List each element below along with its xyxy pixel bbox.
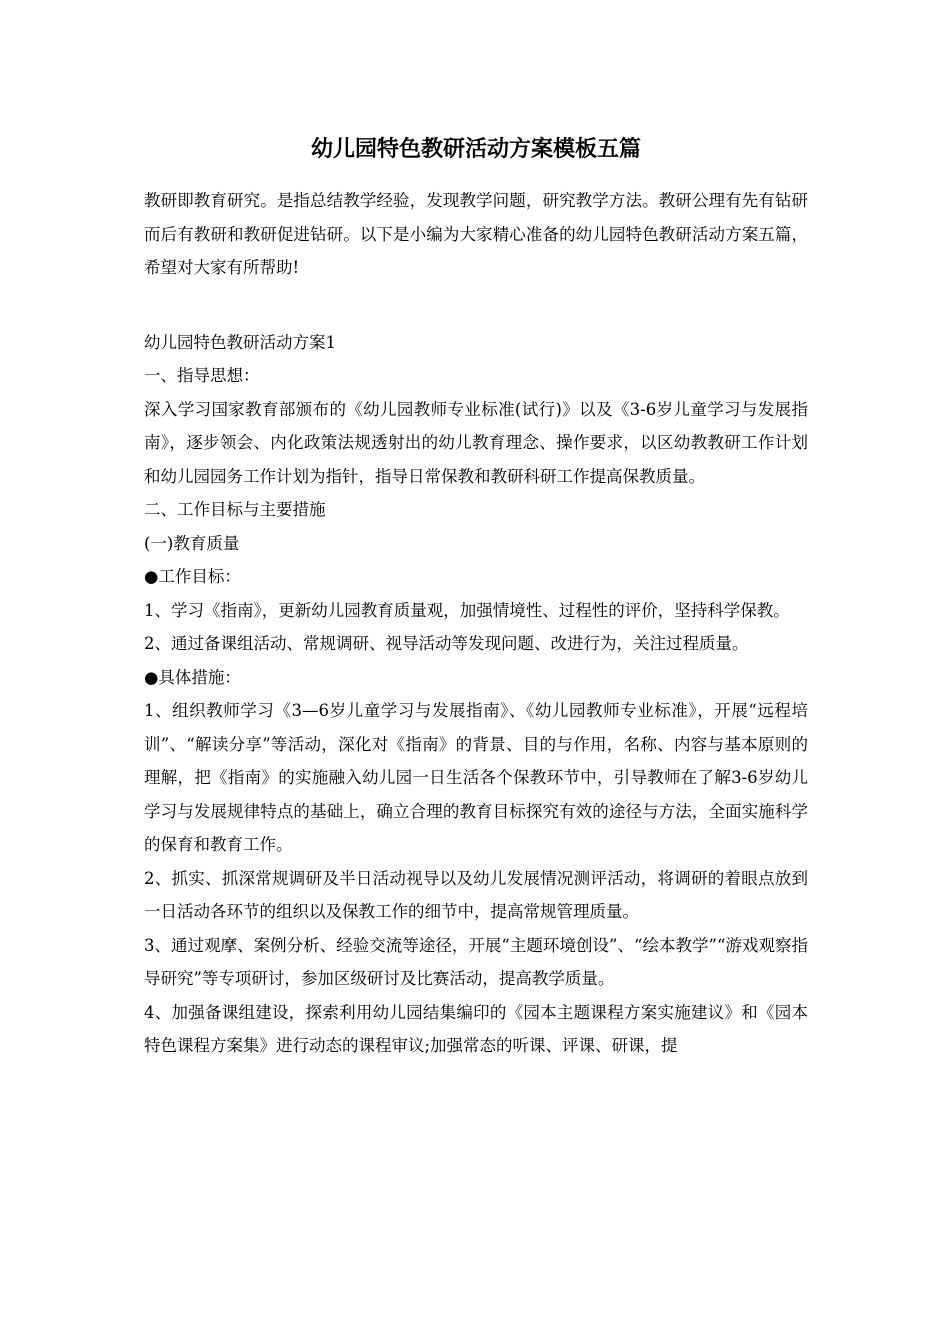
paragraph-spacer bbox=[144, 285, 808, 326]
subsection-heading: 二、工作目标与主要措施 bbox=[144, 500, 326, 519]
subsection-heading: (一)教育质量 bbox=[144, 533, 240, 553]
document-title: 幼儿园特色教研活动方案模板五篇 bbox=[310, 136, 641, 162]
bullet-heading: ●具体措施： bbox=[144, 667, 241, 687]
list-item: 1、学习《指南》，更新幼儿园教育质量观，加强情境性、过程性的评价，坚持科学保教。 bbox=[144, 600, 790, 620]
section-heading: 幼儿园特色教研活动方案1 bbox=[144, 332, 336, 352]
bullet-heading: ●工作目标： bbox=[144, 567, 241, 586]
list-item: 1、组织教师学习《3—6岁儿童学习与发展指南》、《幼儿园教师专业标准》，开展“远程培训”、“解读分享”等活动，深化对《指南》的背景、目的与作用，名称、内容与基本原则的理解，把《指南》的实施融入幼儿园一日生活各个保教环节中，引导教师在了解3-6岁幼儿学习与发展规律特点的基础上，确立合理的教育目标探究有效的途径与方法，全面实施科学的保育和教育工作。 bbox=[144, 701, 808, 854]
list-item: 4、加强备课组建设，探索利用幼儿园结集编印的《园本主题课程方案实施建议》和《园本特色课程方案集》进行动态的课程审议;加强常态的听课、评课、研课，提 bbox=[144, 1002, 808, 1055]
subsection-heading: 一、指导思想： bbox=[144, 366, 260, 385]
body-paragraph: 深入学习国家教育部颁布的《幼儿园教师专业标准(试行)》以及《3-6岁儿童学习与发展指南》，逐步领会、内化政策法规透射出的幼儿教育理念、操作要求，以区幼教教研工作计划和幼儿园园务工作计划为指针，指导日常保教和教研科研工作提高保教质量。 bbox=[144, 399, 808, 486]
list-item: 2、抓实、抓深常规调研及半日活动视导以及幼儿发展情况测评活动，将调研的着眼点放到一日活动各环节的组织以及保教工作的细节中，提高常规管理质量。 bbox=[144, 868, 808, 921]
intro-paragraph: 教研即教育研究。是指总结教学经验，发现教学问题，研究教学方法。教研公理有先有钻研而后有教研和教研促进钻研。以下是小编为大家精心准备的幼儿园特色教研活动方案五篇，希望对大家有所帮助! bbox=[144, 191, 808, 277]
list-item: 3、通过观摩、案例分析、经验交流等途径，开展“主题环境创设”、“绘本教学”“游戏观察指导研究”等专项研讨，参加区级研讨及比赛活动，提高教学质量。 bbox=[144, 935, 808, 988]
document-body bbox=[144, 184, 808, 1063]
list-item: 2、通过备课组活动、常规调研、视导活动等发现问题、改进行为，关注过程质量。 bbox=[144, 634, 749, 653]
